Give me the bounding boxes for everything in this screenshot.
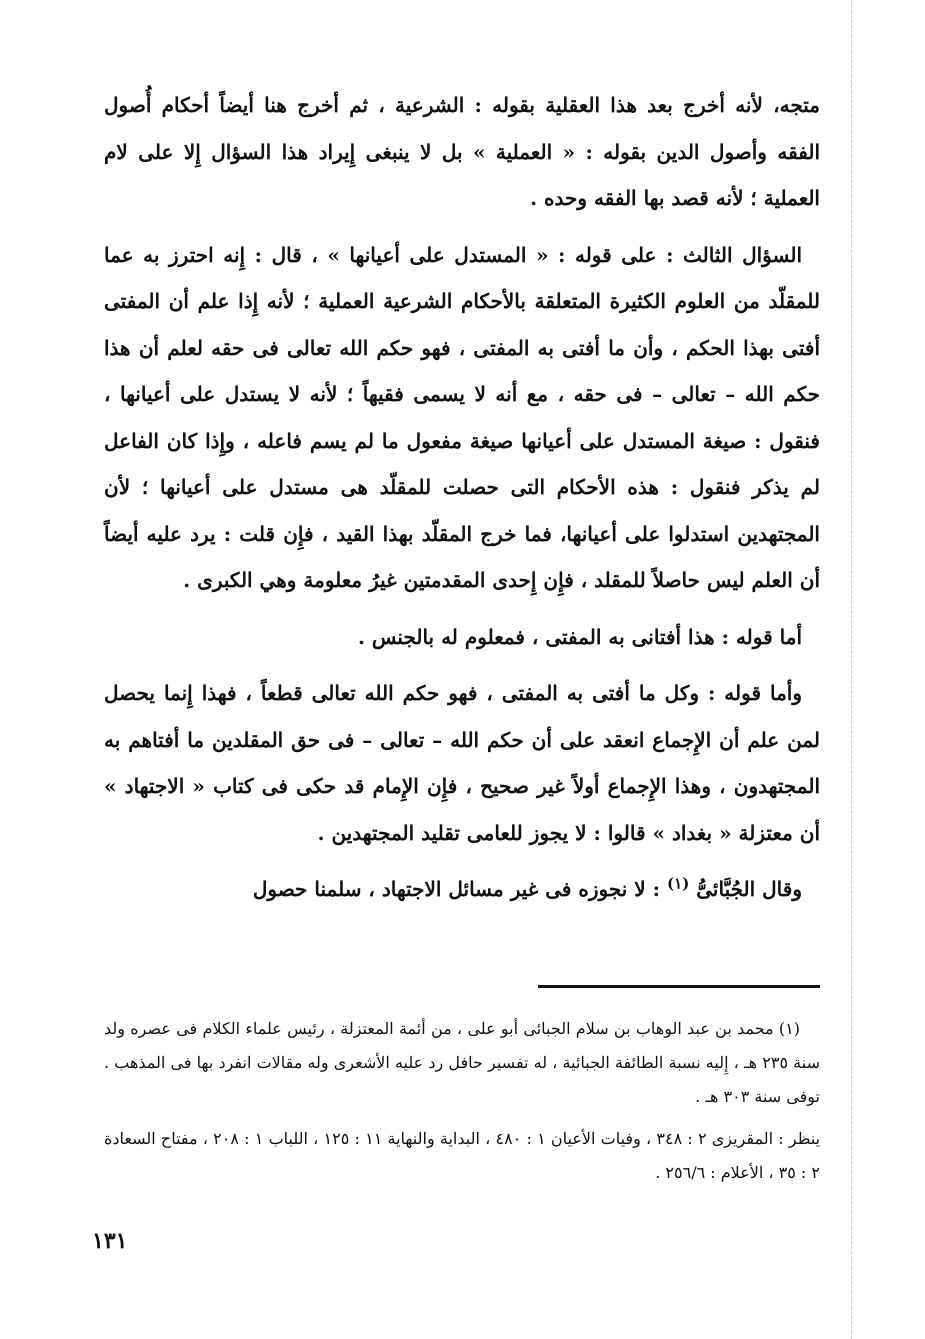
paragraph-5 — [104, 866, 820, 913]
footnote-marker: (١) — [667, 874, 690, 893]
paragraph-2-lead: السؤال الثالث : — [666, 242, 803, 267]
paragraph-1 — [104, 82, 820, 222]
paragraph-1-text: متجه، لأنه أخرج بعد هذا العقلية بقوله : الشرعية ، ثم أخرج هنا أيضاً أحكام أُصول الفقه وأصول الدين بقوله : « العملية » بل لا ينبغى إِيراد هذا السؤال إِلا على لام العملية ؛ لأنه قصد بها الفقه وحده . — [104, 93, 820, 210]
paragraph-5-text-before: وقال الجُبَّائىُّ — [696, 877, 802, 901]
main-text — [104, 82, 820, 913]
page-number: ١٣١ — [92, 1228, 128, 1254]
paragraph-2 — [104, 232, 820, 604]
paragraph-5-text-after: : لا نجوزه فى غير مسائل الاجتهاد ، سلمنا حصول — [252, 877, 668, 901]
paragraph-4-text: وأما قوله : وكل ما أفتى به المفتى ، فهو حكم الله تعالى قطعاً ، فهذا إِنما يحصل لمن علم أن الإِجماع انعقد على أن حكم الله – تعالى – فى حق المقلدين ما أفتاهم به المجتهدون ، وهذا الإِجماع أولاً غير صحيح ، فإِن الإِمام قد حكى فى كتاب « الاجتهاد » أن معتزلة « بغداد » قالوا : لا يجوز للعامى تقليد المجتهدين . — [104, 681, 820, 845]
footnote-1: (١) محمد بن عبد الوهاب بن سلام الجبائى أبو على ، من أئمة المعتزلة ، رئيس علماء الكلام فى عصره ولد سنة ٢٣٥ هـ ، إِليه نسبة الطائفة الجبائية ، له تفسير حافل رد عليه الأشعرى وله مقالات انفرد بها فى المذهب . توفى سنة ٣٠٣ هـ . — [104, 1019, 820, 1106]
scan-edge-line — [851, 0, 852, 1339]
paragraph-3-text: أما قوله : هذا أفتانى به المفتى ، فمعلوم له بالجنس . — [358, 624, 802, 649]
footnotes — [104, 1012, 820, 1190]
footnote-references: ينظر : المقريزى ٢ : ٣٤٨ ، وفيات الأعيان ١ : ٤٨٠ ، البداية والنهاية ١١ : ١٢٥ ، اللباب ١ : ٢٠٨ ، مفتاح السعادة ٢ : ٣٥ ، الأعلام : ٢٥٦/٦ . — [104, 1129, 821, 1182]
paragraph-2-text: على قوله : « المستدل على أعيانها » ، قال : إِنه احترز به عما للمقلّد من العلوم الكثيرة المتعلقة بالأحكام الشرعية العملية ؛ لأنه إِذا علم أن المفتى أفتى بهذا الحكم ، وأن ما أفتى به المفتى ، فهو حكم الله تعالى فى حقه لعلم أن هذا حكم الله – تعالى – فى حقه ، مع أنه لا يسمى فقيهاً ؛ لأنه لا يستدل على أعيانها ، فنقول : صيغة المستدل على أعيانها صيغة مفعول ما لم يسم فاعله ، وإِذا كان الفاعل لم يذكر فنقول : هذه الأحكام التى حصلت للمقلّد هى مستدل على أعيانها ؛ لأن المجتهدين استدلوا على أعيانها، فما خرج المقلّد بهذا القيد ، فإِن قلت : يرد عليه أيضاً أن العلم ليس حاصلاً للمقلد ، فإِن إِحدى المقدمتين غيرُ معلومة وهي الكبرى . — [104, 242, 820, 592]
paragraph-3 — [104, 614, 820, 661]
paragraph-4 — [104, 670, 820, 856]
footnote-separator — [538, 985, 820, 988]
